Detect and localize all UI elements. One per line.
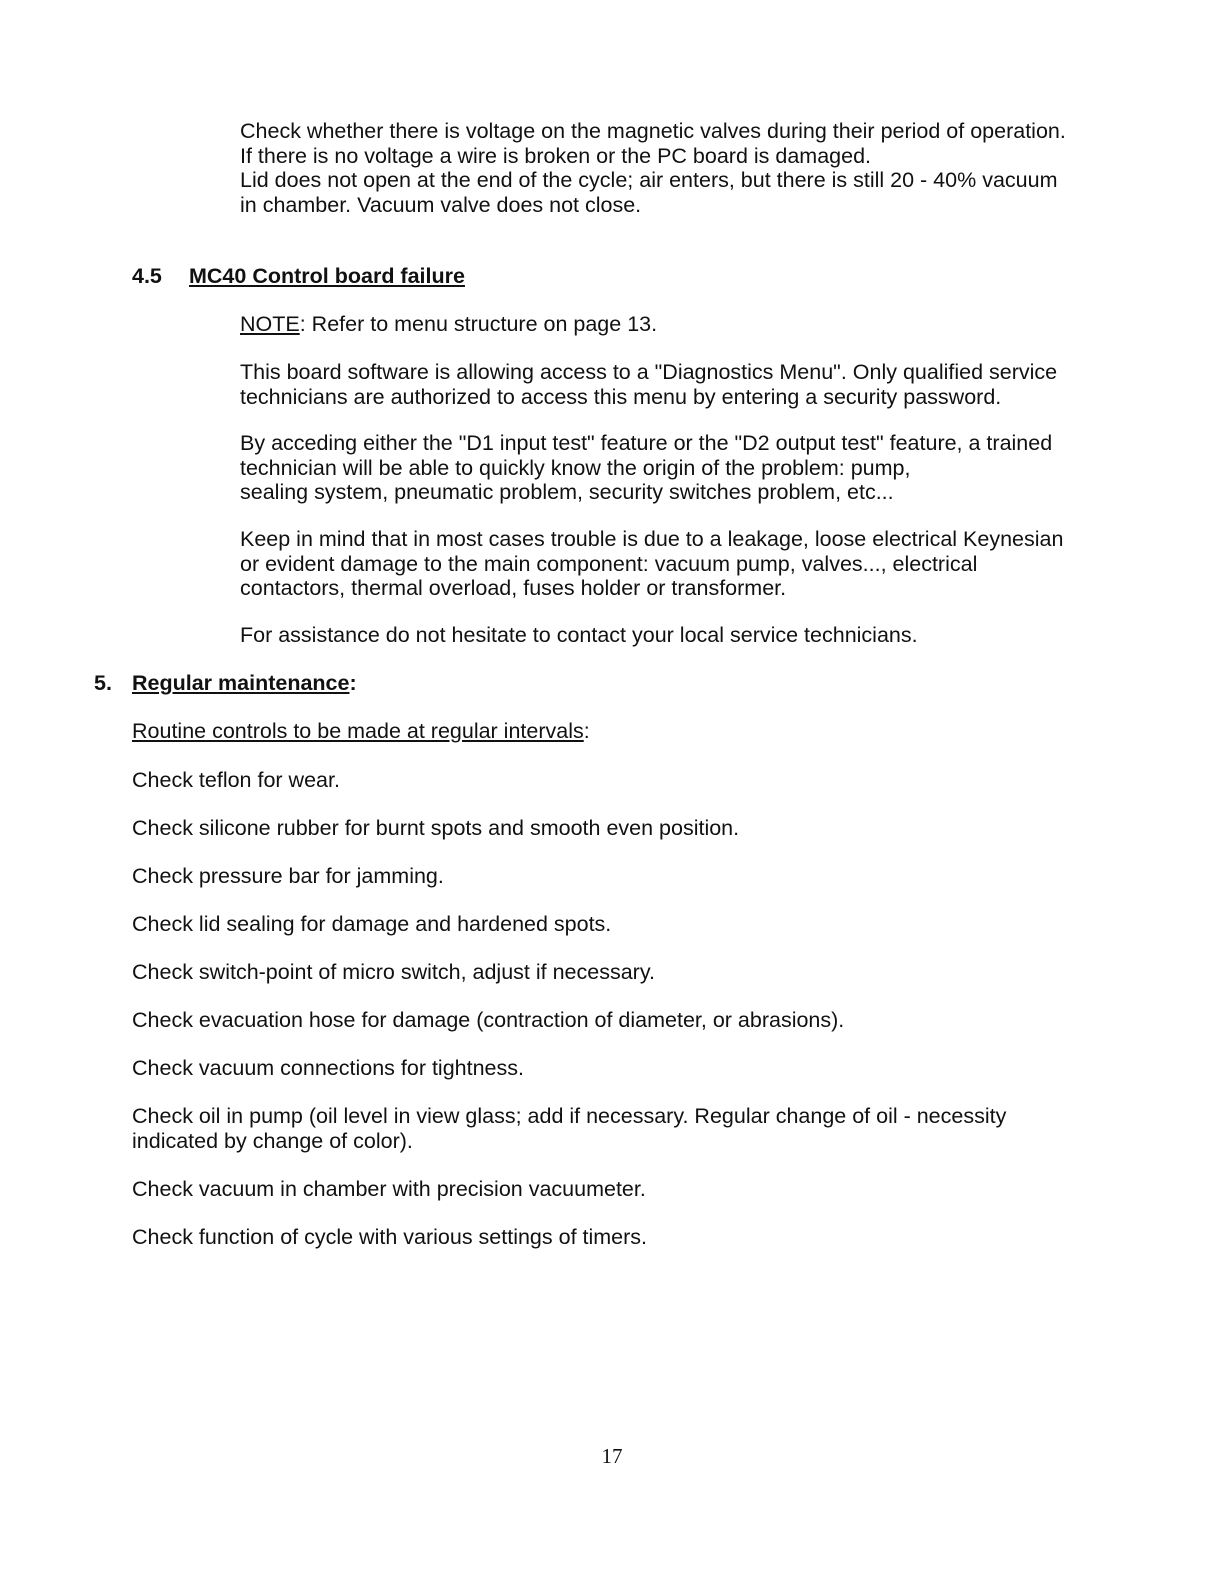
list-item (132, 1104, 1006, 1153)
tests-paragraph (240, 431, 1052, 505)
section-title: Regular maintenance (132, 671, 350, 695)
list-item-text: Check oil in pump (oil level in view glass; add if necessary. Regular change of oil - necessity (132, 1104, 1007, 1128)
list-item-text: Check vacuum connections for tightness. (132, 1056, 524, 1080)
text-line: Check whether there is voltage on the magnetic valves during their period of operation. (240, 119, 1066, 143)
list-item (132, 960, 655, 985)
text-line: For assistance do not hesitate to contact your local service technicians. (240, 623, 918, 647)
assistance-paragraph (240, 623, 918, 648)
trouble-paragraph (240, 527, 1063, 601)
section-title-suffix: : (349, 671, 357, 695)
page-number: 17 (601, 1444, 623, 1468)
text-line: Lid does not open at the end of the cycle; air enters, but there is still 20 - 40% vacuum (240, 168, 1058, 192)
list-item-text: Check teflon for wear. (132, 768, 340, 792)
maintenance-subheading (132, 719, 590, 744)
list-item-text: indicated by change of color). (132, 1128, 413, 1153)
list-item-text: Check evacuation hose for damage (contraction of diameter, or abrasions). (132, 1008, 845, 1032)
list-item (132, 1225, 647, 1250)
note-label: NOTE (240, 312, 300, 336)
list-item-text: Check silicone rubber for burnt spots and smooth even position. (132, 816, 740, 840)
note-paragraph (240, 312, 657, 337)
list-item (132, 816, 739, 841)
text-line: If there is no voltage a wire is broken or the PC board is damaged. (240, 143, 872, 168)
section-heading-5 (94, 671, 357, 696)
list-item (132, 1008, 844, 1033)
text-line: or evident damage to the main component: vacuum pump, valves..., electrical (240, 551, 978, 576)
subheading-suffix: : (583, 719, 590, 743)
text-line: technicians are authorized to access this menu by entering a security password. (240, 384, 1002, 409)
section-number: 5. (94, 671, 112, 695)
text-line: By acceding either the "D1 input test" feature or the "D2 output test" feature, a trained (240, 431, 1053, 455)
text-line: sealing system, pneumatic problem, security switches problem, etc... (240, 480, 894, 504)
text-line: in chamber. Vacuum valve does not close. (240, 192, 642, 217)
text-line: This board software is allowing access to a "Diagnostics Menu". Only qualified service (240, 360, 1058, 384)
list-item (132, 912, 611, 937)
list-item (132, 864, 444, 889)
text-line: contactors, thermal overload, fuses holder or transformer. (240, 576, 787, 600)
diagnostics-paragraph (240, 360, 1057, 409)
section-title: MC40 Control board failure (189, 264, 465, 288)
list-item-text: Check switch-point of micro switch, adjust if necessary. (132, 960, 655, 984)
section-heading-4-5 (132, 264, 465, 289)
list-item (132, 1177, 646, 1202)
section-number: 4.5 (132, 264, 162, 288)
text-line: Keep in mind that in most cases trouble is due to a leakage, loose electrical Keynesian (240, 527, 1064, 551)
list-item (132, 768, 340, 793)
subheading-text: Routine controls to be made at regular intervals (132, 719, 584, 743)
text-line: technician will be able to quickly know the origin of the problem: pump, (240, 455, 911, 480)
note-text: : Refer to menu structure on page 13. (299, 312, 658, 336)
list-item (132, 1056, 524, 1081)
list-item-text: Check function of cycle with various settings of timers. (132, 1225, 648, 1249)
list-item-text: Check lid sealing for damage and hardened spots. (132, 912, 612, 936)
list-item-text: Check pressure bar for jamming. (132, 864, 444, 888)
list-item-text: Check vacuum in chamber with precision vacuumeter. (132, 1177, 646, 1201)
intro-paragraph (240, 119, 1066, 217)
